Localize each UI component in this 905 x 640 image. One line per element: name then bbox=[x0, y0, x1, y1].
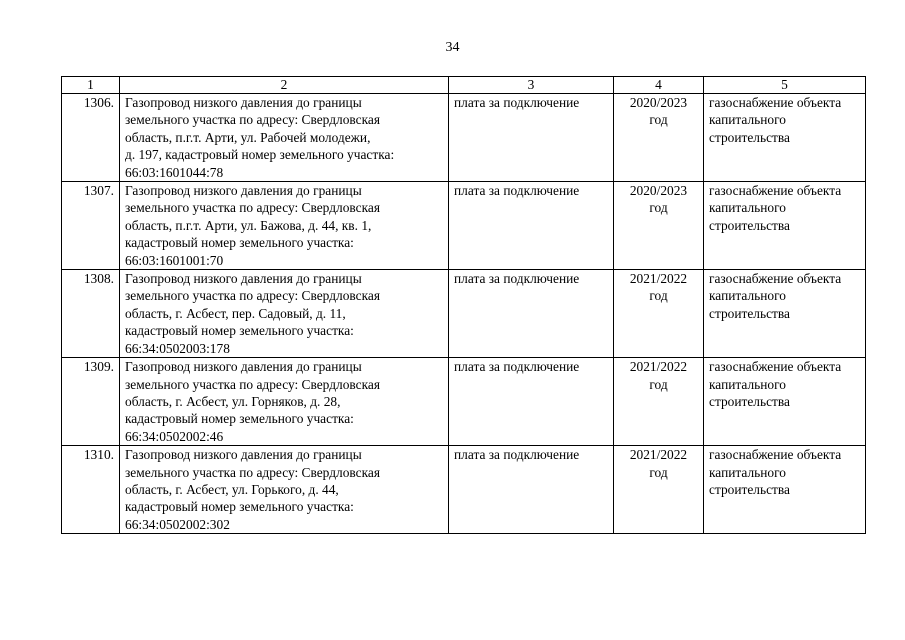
description-cell-line: Газопровод низкого давления до границы bbox=[125, 271, 362, 287]
description-cell-line: кадастровый номер земельного участка: bbox=[125, 235, 354, 251]
description-cell-line: Газопровод низкого давления до границы bbox=[125, 183, 362, 199]
table-row bbox=[62, 182, 866, 270]
description-cell-line: область, г. Асбест, ул. Горняков, д. 28, bbox=[125, 393, 341, 409]
table-row bbox=[62, 270, 866, 358]
table-row bbox=[62, 446, 866, 534]
description-cell-line: кадастровый номер земельного участка: bbox=[125, 323, 354, 339]
period-cell bbox=[614, 94, 704, 182]
description-cell bbox=[120, 446, 449, 534]
period-cell-line: 2020/2023 bbox=[629, 183, 688, 199]
description-cell-line: 66:34:0502003:178 bbox=[125, 340, 230, 356]
purpose-cell-line: газоснабжение объекта bbox=[709, 183, 842, 199]
description-cell-line: земельного участка по адресу: Свердловская bbox=[125, 200, 380, 216]
table-header-row bbox=[62, 77, 866, 94]
period-cell bbox=[614, 358, 704, 446]
period-cell-line: 2021/2022 bbox=[629, 271, 688, 287]
purpose-cell-line: газоснабжение объекта bbox=[709, 447, 842, 463]
column-header: 3 bbox=[449, 77, 614, 94]
purpose-cell-line: строительства bbox=[709, 393, 790, 409]
description-cell-line: 66:03:1601044:78 bbox=[125, 164, 224, 180]
purpose-cell bbox=[704, 94, 866, 182]
description-cell bbox=[120, 182, 449, 270]
fee-type-cell: плата за подключение bbox=[449, 94, 614, 182]
purpose-cell-line: капитального bbox=[709, 112, 786, 128]
description-cell-line: 66:34:0502002:46 bbox=[125, 428, 224, 444]
description-cell bbox=[120, 358, 449, 446]
description-cell-line: земельного участка по адресу: Свердловская bbox=[125, 112, 380, 128]
purpose-cell-line: строительства bbox=[709, 129, 790, 145]
description-cell-line: кадастровый номер земельного участка: bbox=[125, 411, 354, 427]
description-cell-line: Газопровод низкого давления до границы bbox=[125, 359, 362, 375]
period-cell bbox=[614, 270, 704, 358]
fee-type-cell: плата за подключение bbox=[449, 182, 614, 270]
column-header: 1 bbox=[62, 77, 120, 94]
purpose-cell-line: капитального bbox=[709, 464, 786, 480]
period-cell-line: год bbox=[649, 376, 668, 392]
column-header: 5 bbox=[704, 77, 866, 94]
description-cell-line: Газопровод низкого давления до границы bbox=[125, 447, 362, 463]
page-number: 34 bbox=[445, 40, 460, 55]
description-cell bbox=[120, 270, 449, 358]
purpose-cell-line: газоснабжение объекта bbox=[709, 359, 842, 375]
table-body bbox=[62, 94, 866, 534]
fee-type-cell: плата за подключение bbox=[449, 270, 614, 358]
description-cell-line: земельного участка по адресу: Свердловская bbox=[125, 464, 380, 480]
row-number-cell: 1306. bbox=[62, 94, 120, 182]
period-cell bbox=[614, 182, 704, 270]
row-number-cell: 1309. bbox=[62, 358, 120, 446]
description-cell-line: земельного участка по адресу: Свердловская bbox=[125, 288, 380, 304]
description-cell-line: земельного участка по адресу: Свердловская bbox=[125, 376, 380, 392]
table-row bbox=[62, 94, 866, 182]
fee-type-cell: плата за подключение bbox=[449, 358, 614, 446]
description-cell-line: кадастровый номер земельного участка: bbox=[125, 499, 354, 515]
row-number-cell: 1310. bbox=[62, 446, 120, 534]
description-cell-line: область, г. Асбест, пер. Садовый, д. 11, bbox=[125, 305, 346, 321]
purpose-cell-line: строительства bbox=[709, 217, 790, 233]
description-cell-line: 66:34:0502002:302 bbox=[125, 516, 230, 532]
row-number-cell: 1307. bbox=[62, 182, 120, 270]
purpose-cell bbox=[704, 446, 866, 534]
row-number-cell: 1308. bbox=[62, 270, 120, 358]
fee-type-cell: плата за подключение bbox=[449, 446, 614, 534]
period-cell-line: год bbox=[649, 288, 668, 304]
column-header: 4 bbox=[614, 77, 704, 94]
table-row bbox=[62, 358, 866, 446]
description-cell-line: область, п.г.т. Арти, ул. Рабочей молодежи, bbox=[125, 129, 371, 145]
description-cell-line: область, п.г.т. Арти, ул. Бажова, д. 44, кв. 1, bbox=[125, 217, 372, 233]
period-cell-line: 2020/2023 bbox=[629, 95, 688, 110]
purpose-cell-line: газоснабжение объекта bbox=[709, 271, 842, 287]
description-cell-line: д. 197, кадастровый номер земельного участка: bbox=[125, 147, 395, 163]
purpose-cell bbox=[704, 270, 866, 358]
purpose-cell-line: строительства bbox=[709, 481, 790, 497]
purpose-cell bbox=[704, 358, 866, 446]
description-cell-line: область, г. Асбест, ул. Горького, д. 44, bbox=[125, 481, 339, 497]
period-cell bbox=[614, 446, 704, 534]
purpose-cell-line: строительства bbox=[709, 305, 790, 321]
period-cell-line: год bbox=[649, 464, 668, 480]
period-cell-line: 2021/2022 bbox=[629, 447, 688, 463]
description-cell-line: Газопровод низкого давления до границы bbox=[125, 95, 362, 110]
purpose-cell-line: капитального bbox=[709, 288, 786, 304]
purpose-cell-line: капитального bbox=[709, 376, 786, 392]
purpose-cell bbox=[704, 182, 866, 270]
column-header: 2 bbox=[120, 77, 449, 94]
document-table bbox=[61, 76, 866, 534]
description-cell-line: 66:03:1601001:70 bbox=[125, 252, 224, 268]
purpose-cell-line: капитального bbox=[709, 200, 786, 216]
purpose-cell-line: газоснабжение объекта bbox=[709, 95, 842, 110]
period-cell-line: год bbox=[649, 200, 668, 216]
period-cell-line: год bbox=[649, 112, 668, 128]
period-cell-line: 2021/2022 bbox=[629, 359, 688, 375]
description-cell bbox=[120, 94, 449, 182]
